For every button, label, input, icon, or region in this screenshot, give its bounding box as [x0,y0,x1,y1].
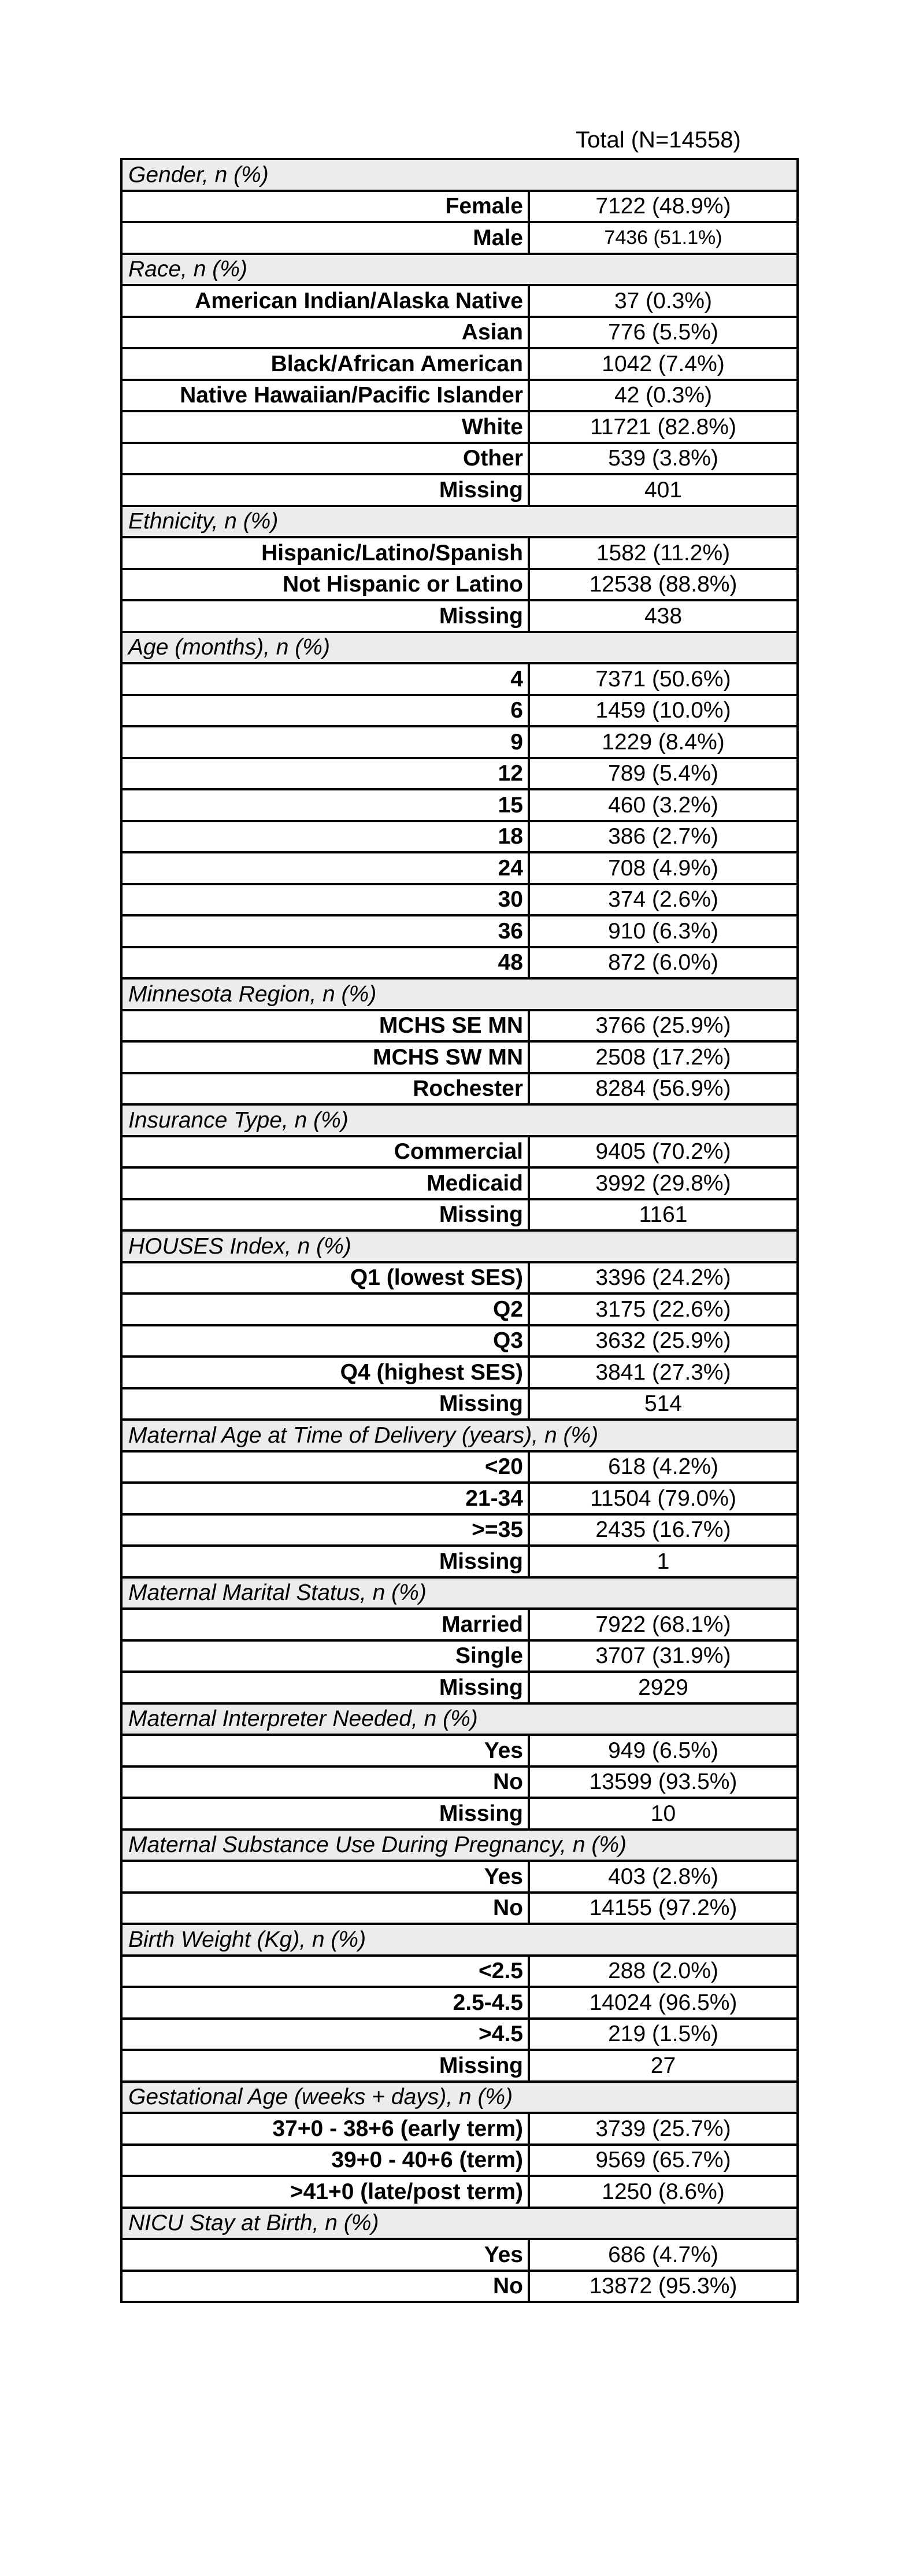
table-row [121,821,798,853]
row-value: 949 (6.5%) [529,1735,798,1766]
table-row [121,1798,798,1830]
section-header-row [121,1104,798,1136]
section-header-row [121,1420,798,1451]
table-row [121,191,798,223]
row-value: 3841 (27.3%) [529,1357,798,1388]
table-row [121,2019,798,2050]
table-row [121,2176,798,2208]
row-label: Female [121,191,529,223]
table-row [121,443,798,475]
row-label: 39+0 - 40+6 (term) [121,2145,529,2176]
row-value: 2929 [529,1672,798,1703]
row-value: 3632 (25.9%) [529,1325,798,1357]
section-title: Minnesota Region, n (%) [121,978,798,1010]
row-label: Yes [121,2239,529,2271]
table-row [121,2239,798,2271]
row-value: 288 (2.0%) [529,1956,798,1987]
table-row [121,600,798,632]
row-label: White [121,411,529,443]
table-body [121,159,798,2302]
row-value: 872 (6.0%) [529,947,798,979]
row-label: Yes [121,1735,529,1766]
table-row [121,1451,798,1483]
table-row [121,947,798,979]
section-title: Maternal Marital Status, n (%) [121,1577,798,1609]
row-label: Q3 [121,1325,529,1357]
row-value: 438 [529,600,798,632]
table-row [121,1325,798,1357]
table-row [121,1514,798,1546]
row-value: 42 (0.3%) [529,380,798,412]
row-value: 1250 (8.6%) [529,2176,798,2208]
row-value: 1459 (10.0%) [529,695,798,727]
section-header-row [121,2208,798,2239]
row-value: 27 [529,2050,798,2082]
row-value: 3707 (31.9%) [529,1640,798,1672]
row-value: 789 (5.4%) [529,758,798,790]
row-value: 9405 (70.2%) [529,1136,798,1168]
row-label: MCHS SE MN [121,1010,529,1042]
table-row [121,317,798,349]
row-value: 1582 (11.2%) [529,537,798,569]
row-label: 24 [121,852,529,884]
table-row [121,1987,798,2019]
section-header-row [121,506,798,538]
row-value: 8284 (56.9%) [529,1073,798,1105]
table-row [121,1735,798,1766]
table-row [121,663,798,695]
row-label: No [121,2271,529,2302]
row-label: Missing [121,1546,529,1577]
section-header-row [121,1924,798,1956]
row-label: Not Hispanic or Latino [121,569,529,601]
table-row [121,915,798,947]
row-label: Missing [121,1388,529,1420]
row-value: 539 (3.8%) [529,443,798,475]
table-row [121,852,798,884]
table-row [121,537,798,569]
section-title: Ethnicity, n (%) [121,506,798,538]
row-label: American Indian/Alaska Native [121,285,529,317]
row-label: 2.5-4.5 [121,1987,529,2019]
row-value: 37 (0.3%) [529,285,798,317]
section-header-row [121,159,798,191]
row-label: <2.5 [121,1956,529,1987]
row-label: Q2 [121,1293,529,1325]
table-row [121,1766,798,1798]
row-value: 686 (4.7%) [529,2239,798,2271]
row-label: >41+0 (late/post term) [121,2176,529,2208]
row-label: 6 [121,695,529,727]
row-value: 13872 (95.3%) [529,2271,798,2302]
table-row [121,1136,798,1168]
row-value: 2508 (17.2%) [529,1041,798,1073]
section-header-row [121,632,798,664]
table-row [121,1167,798,1199]
row-value: 776 (5.5%) [529,317,798,349]
row-label: 9 [121,726,529,758]
row-value: 14155 (97.2%) [529,1893,798,1924]
table-row [121,222,798,254]
row-label: Male [121,222,529,254]
section-title: Maternal Interpreter Needed, n (%) [121,1703,798,1735]
table-row [121,1041,798,1073]
table-row [121,1010,798,1042]
table-row [121,285,798,317]
row-value: 13599 (93.5%) [529,1766,798,1798]
row-value: 7122 (48.9%) [529,191,798,223]
row-value: 3766 (25.9%) [529,1010,798,1042]
row-label: Missing [121,1672,529,1703]
table-row [121,474,798,506]
row-value: 9569 (65.7%) [529,2145,798,2176]
table-row [121,2271,798,2302]
row-label: Hispanic/Latino/Spanish [121,537,529,569]
table-row [121,1357,798,1388]
table-row [121,411,798,443]
row-value: 1042 (7.4%) [529,348,798,380]
row-value: 514 [529,1388,798,1420]
row-value: 219 (1.5%) [529,2019,798,2050]
row-label: Asian [121,317,529,349]
section-title: Maternal Age at Time of Delivery (years), n (%) [121,1420,798,1451]
table-row [121,884,798,916]
table-row [121,348,798,380]
table-row [121,1956,798,1987]
row-value: 11721 (82.8%) [529,411,798,443]
section-title: HOUSES Index, n (%) [121,1230,798,1262]
table-row [121,2113,798,2145]
row-label: 12 [121,758,529,790]
row-label: >=35 [121,1514,529,1546]
row-label: 48 [121,947,529,979]
row-label: Medicaid [121,1167,529,1199]
row-value: 386 (2.7%) [529,821,798,853]
row-value: 708 (4.9%) [529,852,798,884]
section-title: Gender, n (%) [121,159,798,191]
row-value: 3992 (29.8%) [529,1167,798,1199]
row-label: Missing [121,2050,529,2082]
row-label: 18 [121,821,529,853]
row-label: Missing [121,1798,529,1830]
row-value: 618 (4.2%) [529,1451,798,1483]
row-value: 2435 (16.7%) [529,1514,798,1546]
row-label: Commercial [121,1136,529,1168]
row-label: Rochester [121,1073,529,1105]
table-row [121,1861,798,1893]
section-title: Gestational Age (weeks + days), n (%) [121,2082,798,2113]
total-column-header: Total (N=14558) [576,127,741,153]
row-label: Native Hawaiian/Pacific Islander [121,380,529,412]
section-header-row [121,2082,798,2113]
row-value: 11504 (79.0%) [529,1483,798,1514]
table-row [121,1388,798,1420]
table-row [121,1672,798,1703]
row-label: No [121,1893,529,1924]
row-label: <20 [121,1451,529,1483]
row-value: 1229 (8.4%) [529,726,798,758]
row-value: 374 (2.6%) [529,884,798,916]
table-row [121,1546,798,1577]
table-row [121,758,798,790]
row-value: 7922 (68.1%) [529,1609,798,1640]
row-value: 403 (2.8%) [529,1861,798,1893]
row-label: Other [121,443,529,475]
table-row [121,1609,798,1640]
table-row [121,726,798,758]
row-value: 1161 [529,1199,798,1231]
row-label: Missing [121,600,529,632]
table-row [121,1293,798,1325]
section-title: Age (months), n (%) [121,632,798,664]
row-value: 1 [529,1546,798,1577]
table-row [121,380,798,412]
row-value: 3175 (22.6%) [529,1293,798,1325]
table-row [121,1483,798,1514]
row-label: Married [121,1609,529,1640]
section-header-row [121,1230,798,1262]
row-label: 30 [121,884,529,916]
row-label: Single [121,1640,529,1672]
table-row [121,1262,798,1294]
table-row [121,569,798,601]
row-label: 21-34 [121,1483,529,1514]
row-label: Missing [121,474,529,506]
row-value: 3739 (25.7%) [529,2113,798,2145]
table-row [121,1073,798,1105]
section-header-row [121,1830,798,1861]
row-label: Missing [121,1199,529,1231]
row-label: No [121,1766,529,1798]
row-value: 7371 (50.6%) [529,663,798,695]
section-title: Race, n (%) [121,254,798,286]
row-label: Black/African American [121,348,529,380]
table-row [121,695,798,727]
section-title: Birth Weight (Kg), n (%) [121,1924,798,1956]
row-label: 37+0 - 38+6 (early term) [121,2113,529,2145]
row-label: Q1 (lowest SES) [121,1262,529,1294]
section-title: NICU Stay at Birth, n (%) [121,2208,798,2239]
table-row [121,789,798,821]
section-title: Insurance Type, n (%) [121,1104,798,1136]
row-value: 14024 (96.5%) [529,1987,798,2019]
table-row [121,1893,798,1924]
section-header-row [121,1703,798,1735]
table-row [121,2050,798,2082]
section-header-row [121,1577,798,1609]
table-row [121,1199,798,1231]
row-value: 12538 (88.8%) [529,569,798,601]
row-label: 36 [121,915,529,947]
row-label: >4.5 [121,2019,529,2050]
section-header-row [121,254,798,286]
row-value: 7436 (51.1%) [529,222,798,254]
demographics-table [120,158,799,2303]
section-title: Maternal Substance Use During Pregnancy, n (%) [121,1830,798,1861]
row-value: 401 [529,474,798,506]
section-header-row [121,978,798,1010]
row-label: Q4 (highest SES) [121,1357,529,1388]
row-value: 910 (6.3%) [529,915,798,947]
row-label: 15 [121,789,529,821]
row-label: MCHS SW MN [121,1041,529,1073]
table-row [121,2145,798,2176]
row-value: 10 [529,1798,798,1830]
row-label: 4 [121,663,529,695]
table-row [121,1640,798,1672]
row-label: Yes [121,1861,529,1893]
row-value: 460 (3.2%) [529,789,798,821]
row-value: 3396 (24.2%) [529,1262,798,1294]
